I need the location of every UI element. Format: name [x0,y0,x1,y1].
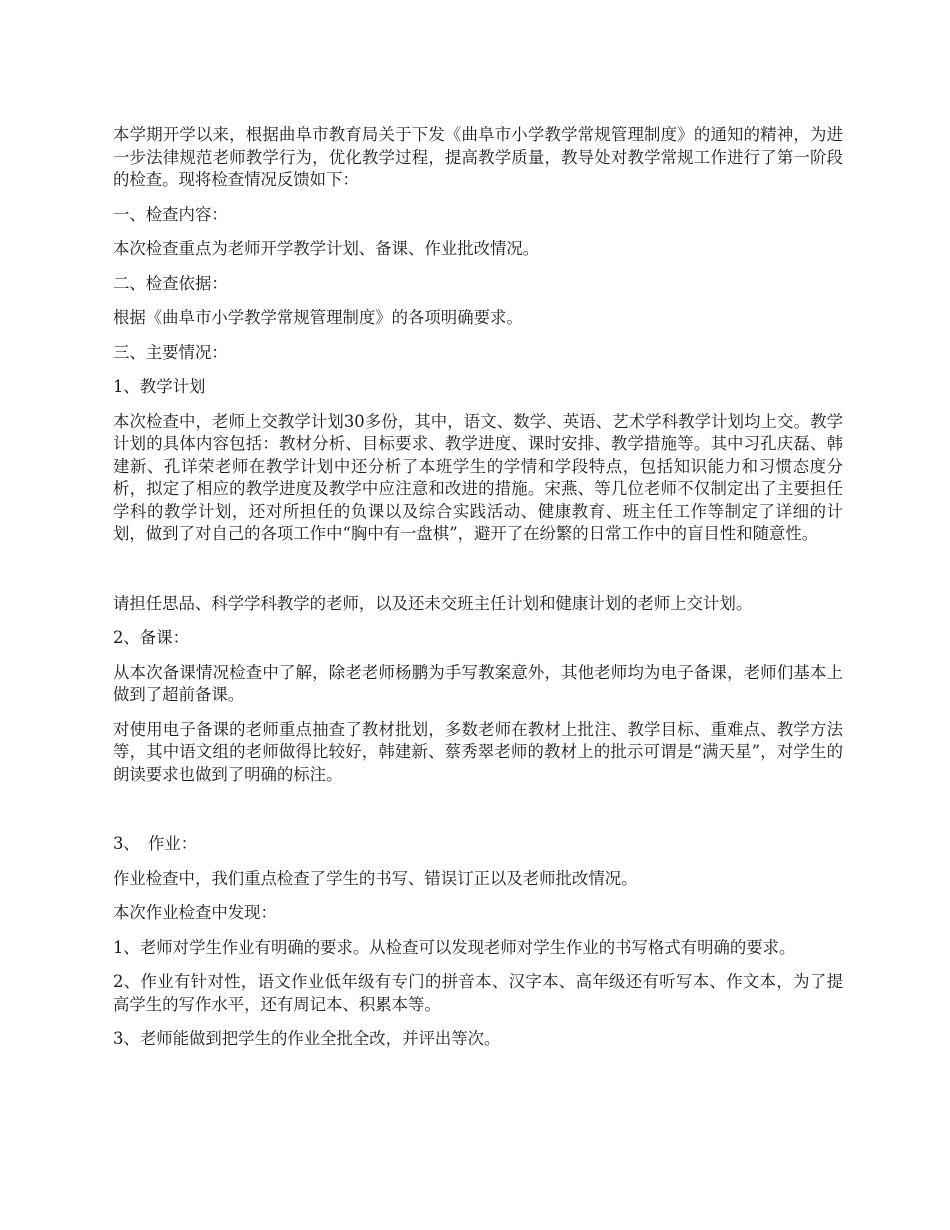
homework-finding-1: 1、老师对学生作业有明确的要求。从检查可以发现老师对学生作业的书写格式有明确的要求。 [113,937,796,957]
section-heading-inspection-content: 一、检查内容： [113,204,228,224]
homework-paragraph-2: 本次作业检查中发现： [113,903,277,922]
teaching-plan-request-paragraph: 请担任思品、科学学科教学的老师，以及还未交班主任计划和健康计划的老师上交计划。 [113,593,753,613]
lesson-prep-paragraph-2: 对使用电子备课的老师重点抽查了教材批划，多数老师在教材上批注、教学目标、重难点、教学方法等，其中语文组的老师做得比较好，韩建新、蔡秀翠老师的教材上的批示可谓是“满天星”，对学生的朗读要求也做到了明确的标注。 [113,719,843,784]
inspection-content-paragraph: 本次检查重点为老师开学教学计划、备课、作业批改情况。 [113,239,540,258]
inspection-basis-paragraph: 根据《曲阜市小学教学常规管理制度》的各项明确要求。 [113,308,523,327]
lesson-prep-paragraph-1: 从本次备课情况检查中了解，除老老师杨鹏为手写教案意外，其他老师均为电子备课，老师们基本上做到了超前备课。 [113,662,843,704]
subheading-homework: 3、 作业： [113,834,198,853]
intro-paragraph: 本学期开学以来，根据曲阜市教育局关于下发《曲阜市小学教学常规管理制度》的通知的精神，为进一步法律规范老师教学行为，优化教学过程，提高教学质量，教导处对教学常规工作进行了第一阶段的检查。现将检查情况反馈如下： [113,125,843,189]
section-heading-main-situation: 三、主要情况： [113,342,228,362]
homework-finding-3: 3、老师能做到把学生的作业全批全改，并评出等次。 [113,1029,501,1048]
section-heading-inspection-basis: 二、检查依据： [113,273,228,293]
subheading-teaching-plan: 1、教学计划 [113,377,206,396]
homework-paragraph-1: 作业检查中，我们重点检查了学生的书写、错误订正以及老师批改情况。 [113,868,638,888]
document-page [113,124,843,1063]
subheading-lesson-prep: 2、备课： [113,628,189,647]
homework-finding-2: 2、作业有针对性，语文作业低年级有专门的拼音本、汉字本、高年级还有听写本、作文本，为了提高学生的写作水平，还有周记本、积累本等。 [113,972,843,1014]
teaching-plan-paragraph: 本次检查中，老师上交教学计划30多份，其中，语文、数学、英语、艺术学科教学计划均上交。教学计划的具体内容包括：教材分析、目标要求、教学进度、课时安排、教学措施等。其中习孔庆磊、韩建新、孔详荣老师在教学计划中还分析了本班学生的学情和学段特点，包括知识能力和习惯态度分析，拟定了相应的教学进度及教学中应注意和改进的措施。宋燕、等几位老师不仅制定出了主要担任学科的教学计划，还对所担任的负课以及综合实践活动、健康教育、班主任工作等制定了详细的计划，做到了对自己的各项工作中“胸中有一盘棋”，避开了在纷繁的日常工作中的盲目性和随意性。 [113,411,843,543]
